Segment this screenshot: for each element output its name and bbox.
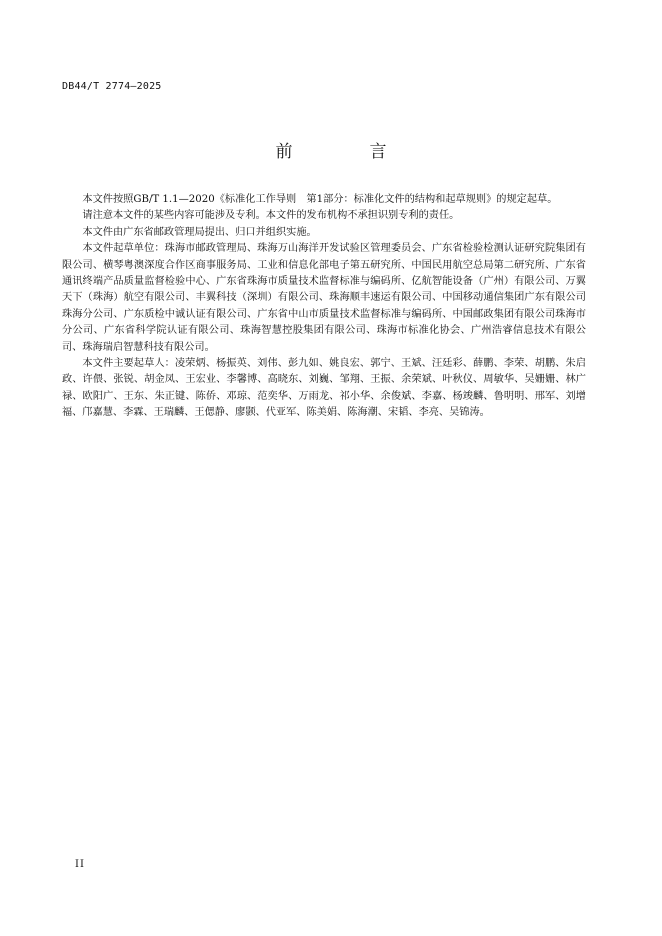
paragraph-drafting-rules: 本文件按照GB/T 1.1—2020《标准化工作导则 第1部分：标准化文件的结构和起草规则》的规定起草。 xyxy=(82,194,558,205)
document-code: DB44/T 2774—2025 xyxy=(62,81,162,92)
paragraph-patent-notice: 请注意本文件的某些内容可能涉及专利。本文件的发布机构不承担识别专利的责任。 xyxy=(82,210,460,222)
paragraph-main-drafters: 本文件主要起草人：凌荣炳、杨振英、刘伟、彭九如、姚良宏、郭宁、王斌、汪廷彩、薛鹏、李荣、胡鹏、朱启政、许偎、张锐、胡金凤、王宏业、李馨博、高晓东、刘巍、邹翔、王振、余荣斌、叶秋仪、周敏华、吴姗姗、林广禄、欧阳广、王东、朱正键、陈侨、邓琼、范奕华、万雨龙、祁小华、余俊斌、李嘉、杨竣麟、鲁明明、邢军、刘增福、邝嘉慧、李霖、王瑞麟、王偲静、廖颢、代亚军、陈美娟、陈海潮、宋韬、李亮、吴锦涛。 xyxy=(62,358,586,419)
paragraph-drafting-organizations: 本文件起草单位：珠海市邮政管理局、珠海万山海洋开发试验区管理委员会、广东省检验检测认证研究院集团有限公司、横琴粤澳深度合作区商事服务局、工业和信息化部电子第五研究所、中国民用航空总局第二研究所、广东省通讯终端产品质量监督检验中心、广东省珠海市质量技术监督标准与编码所、亿航智能设备（广州）有限公司、万翼天下（珠海）航空有限公司、丰翼科技（深圳）有限公司、珠海顺丰速运有限公司、中国移动通信集团广东有限公司珠海分公司、广东质检中诚认证有限公司、广东省中山市质量技术监督标准与编码所、中国邮政集团有限公司珠海市分公司、广东省科学院认证有限公司、珠海智慧控股集团有限公司、珠海市标准化协会、广州浩睿信息技术有限公司、珠海瑞启智慧科技有限公司。 xyxy=(62,243,586,353)
paragraph-proposer: 本文件由广东省邮政管理局提出、归口并组织实施。 xyxy=(82,226,317,238)
page-title: 前 言 xyxy=(275,142,417,162)
page-number: II xyxy=(75,859,85,870)
foreword-body xyxy=(62,192,586,422)
